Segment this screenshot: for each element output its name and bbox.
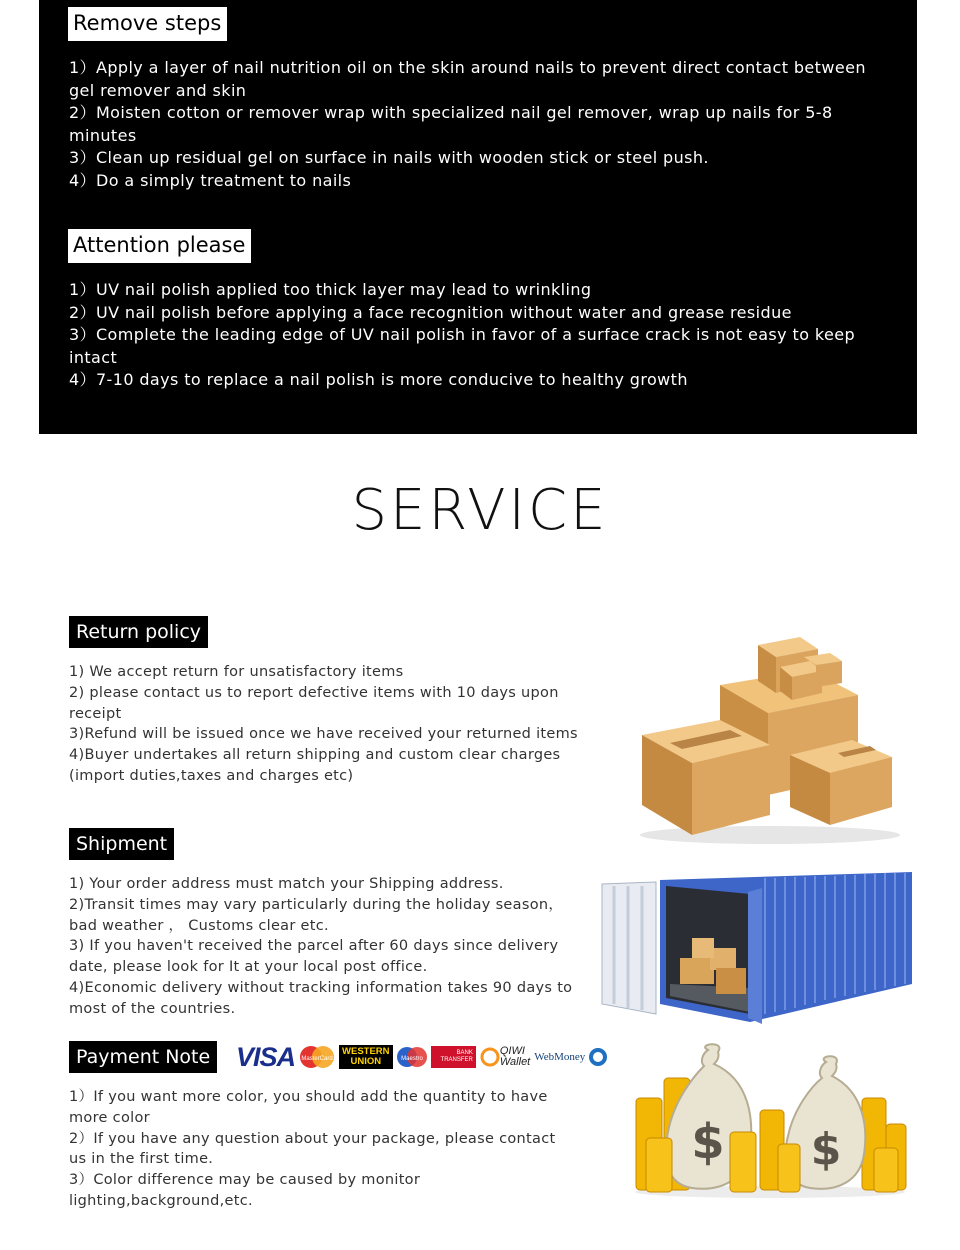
list-item: 4)Economic delivery without tracking information takes 90 days to most of the countries.	[69, 979, 573, 1017]
list-item: 4）Do a simply treatment to nails	[69, 170, 352, 190]
qiwi-logo: QIWI Wallet	[480, 1045, 530, 1069]
shipment-heading: Shipment	[69, 828, 174, 860]
payment-logos	[236, 1041, 608, 1073]
list-item: 1）UV nail polish applied too thick layer may lead to wrinkling	[69, 280, 592, 299]
list-item: 2）If you have any question about your package, please contact us in the first time.	[69, 1130, 556, 1168]
list-item: 3) If you haven't received the parcel after 60 days since delivery date, please look for It at your local post office.	[69, 938, 559, 976]
list-item: 3）Complete the leading edge of UV nail polish in favor of a surface crack is not easy to keep intact	[69, 325, 856, 367]
list-item: 4)Buyer undertakes all return shipping and custom clear charges (import duties,taxes and charges etc)	[69, 747, 561, 784]
list-item: 3）Color difference may be caused by monitor lighting,background,etc.	[69, 1172, 421, 1209]
list-item: 2) please contact us to report defective items with 10 days upon receipt	[69, 684, 559, 722]
visa-logo: VISA	[236, 1041, 296, 1072]
svg-text:MasterCard: MasterCard	[301, 1056, 333, 1062]
list-item: 2）Moisten cotton or remover wrap with specialized nail gel remover, wrap up nails for 5-8 minutes	[69, 103, 833, 145]
list-item: 3）Clean up residual gel on surface in nails with wooden stick or steel push.	[69, 148, 709, 168]
list-item: 1）Apply a layer of nail nutrition oil on the skin around nails to prevent direct contact between gel remover and skin	[69, 58, 866, 100]
svg-text:$: $	[691, 1114, 725, 1170]
western-union-logo: WESTERN UNION	[339, 1045, 393, 1069]
list-item: 3)Refund will be issued once we have received your returned items	[69, 726, 578, 743]
remove-steps-list	[69, 57, 884, 193]
shipping-container-image	[600, 864, 918, 1034]
service-title: SERVICE	[351, 478, 609, 543]
shipment-list	[69, 874, 579, 1020]
list-item: 2)Transit times may vary particularly during the holiday season，bad weather ， Customs clear etc.	[69, 896, 564, 934]
list-item: 4）7-10 days to replace a nail polish is more conducive to healthy growth	[69, 370, 688, 390]
maestro-logo	[397, 1044, 427, 1070]
return-policy-list	[69, 662, 579, 787]
list-item: 1) We accept return for unsatisfactory items	[69, 664, 404, 680]
list-item: 2）UV nail polish before applying a face recognition without water and grease residue	[69, 302, 792, 322]
cardboard-boxes-image	[630, 625, 910, 845]
mastercard-logo	[299, 1044, 335, 1070]
money-bags-image	[630, 1040, 910, 1200]
list-item: 1) Your order address must match your Shipping address.	[69, 876, 504, 892]
list-item: 1）If you want more color, you should add the quantity to have more color	[69, 1089, 548, 1126]
bank-transfer-logo: BANK TRANSFER	[431, 1046, 476, 1068]
payment-note-heading: Payment Note	[69, 1041, 217, 1073]
remove-steps-heading: Remove steps	[68, 7, 227, 41]
webmoney-logo: WebMoney	[534, 1046, 608, 1068]
svg-text:$: $	[810, 1124, 842, 1175]
payment-list	[69, 1087, 574, 1212]
return-policy-heading: Return policy	[69, 616, 208, 648]
attention-heading: Attention please	[68, 229, 251, 263]
attention-list	[69, 279, 884, 392]
svg-text:Maestro: Maestro	[400, 1056, 423, 1062]
